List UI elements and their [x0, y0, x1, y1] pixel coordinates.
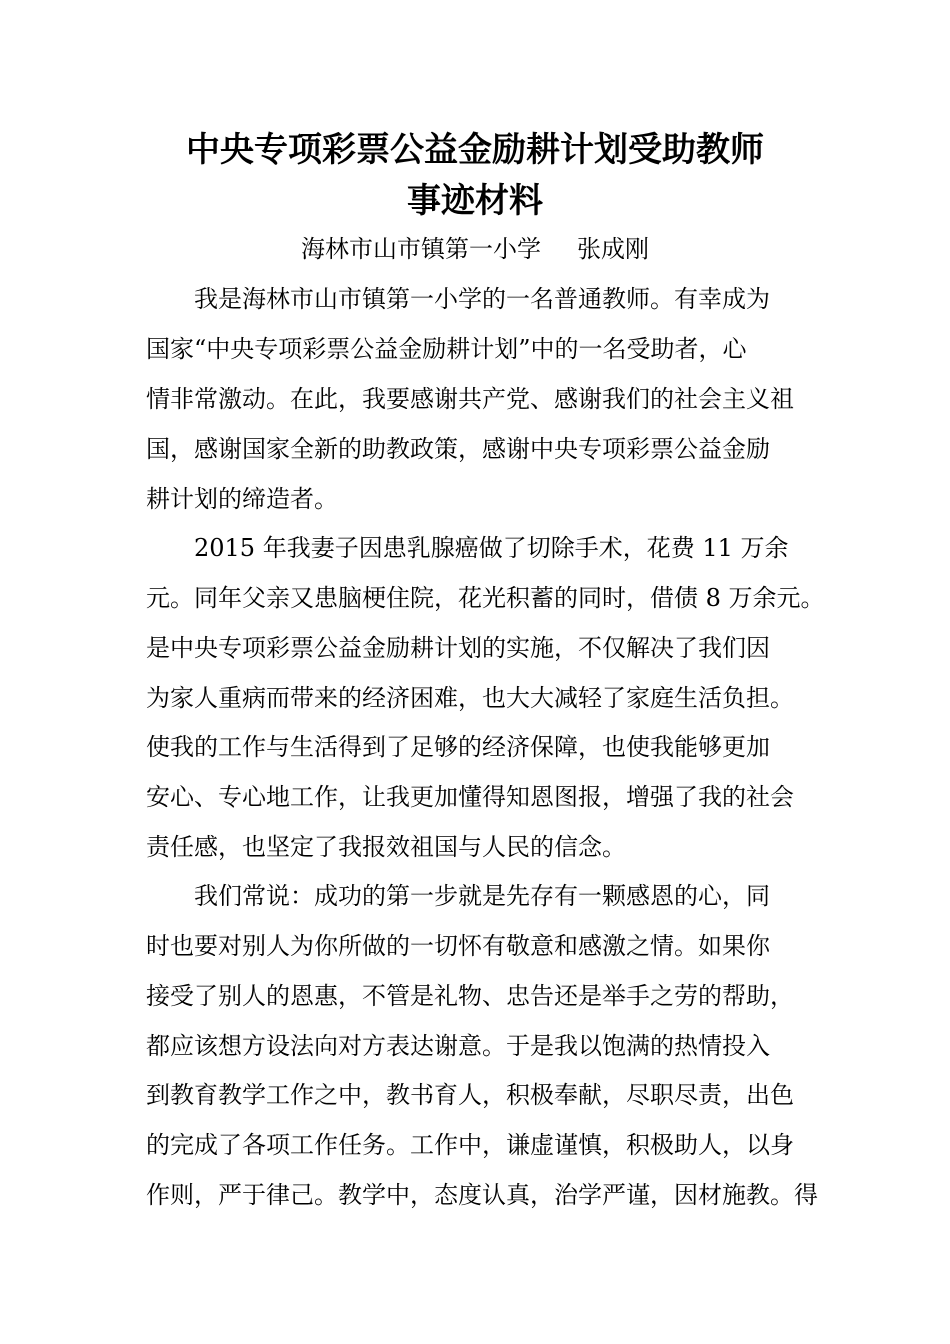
paragraph-1-line: 国家“中央专项彩票公益金励耕计划”中的一名受助者，心: [146, 335, 747, 363]
paragraph-3-line: 接受了别人的恩惠，不管是礼物、忠告还是举手之劳的帮助，: [146, 982, 794, 1010]
paragraph-3-line: 到教育教学工作之中，教书育人，积极奉献，尽职尽责，出色: [146, 1081, 794, 1109]
paragraph-2-line: 元。同年父亲又患脑梗住院，花光积蓄的同时，借债 8 万余元。: [146, 584, 825, 612]
paragraph-1-line: 耕计划的缔造者。: [146, 485, 338, 513]
school-name: 海林市山市镇第一小学: [301, 235, 541, 263]
paragraph-2-line: 2015 年我妻子因患乳腺癌做了切除手术，花费 11 万余: [194, 534, 789, 562]
paragraph-1-line: 情非常激动。在此，我要感谢共产党、感谢我们的社会主义祖: [146, 385, 794, 413]
paragraph-2-line: 安心、专心地工作，让我更加懂得知恩图报，增强了我的社会: [146, 783, 794, 811]
paragraph-3-line: 我们常说：成功的第一步就是先存有一颗感恩的心，同: [194, 882, 770, 910]
byline: [100, 230, 850, 268]
paragraph-2-line: 是中央专项彩票公益金励耕计划的实施，不仅解决了我们因: [146, 634, 770, 662]
paragraph-2-line: 使我的工作与生活得到了足够的经济保障，也使我能够更加: [146, 733, 770, 761]
paragraph-3-line: 时也要对别人为你所做的一切怀有敬意和感激之情。如果你: [146, 932, 770, 960]
paragraph-1-line: 国，感谢国家全新的助教政策，感谢中央专项彩票公益金励: [146, 435, 770, 463]
paragraph-3-line: 作则，严于律己。教学中，态度认真，治学严谨，因材施教。得: [146, 1181, 818, 1209]
author-name: 张成刚: [577, 235, 649, 263]
paragraph-2-line: 责任感，也坚定了我报效祖国与人民的信念。: [146, 833, 626, 861]
document-title-line-1: 中央专项彩票公益金励耕计划受助教师: [186, 130, 764, 170]
paragraph-3-line: 都应该想方设法向对方表达谢意。于是我以饱满的热情投入: [146, 1032, 770, 1060]
paragraph-2-line: 为家人重病而带来的经济困难，也大大减轻了家庭生活负担。: [146, 684, 794, 712]
paragraph-3-line: 的完成了各项工作任务。工作中，谦虚谨慎，积极助人，以身: [146, 1131, 794, 1159]
paragraph-1-line: 我是海林市山市镇第一小学的一名普通教师。有幸成为: [194, 285, 770, 313]
document-title-line-2: 事迹材料: [407, 181, 543, 221]
